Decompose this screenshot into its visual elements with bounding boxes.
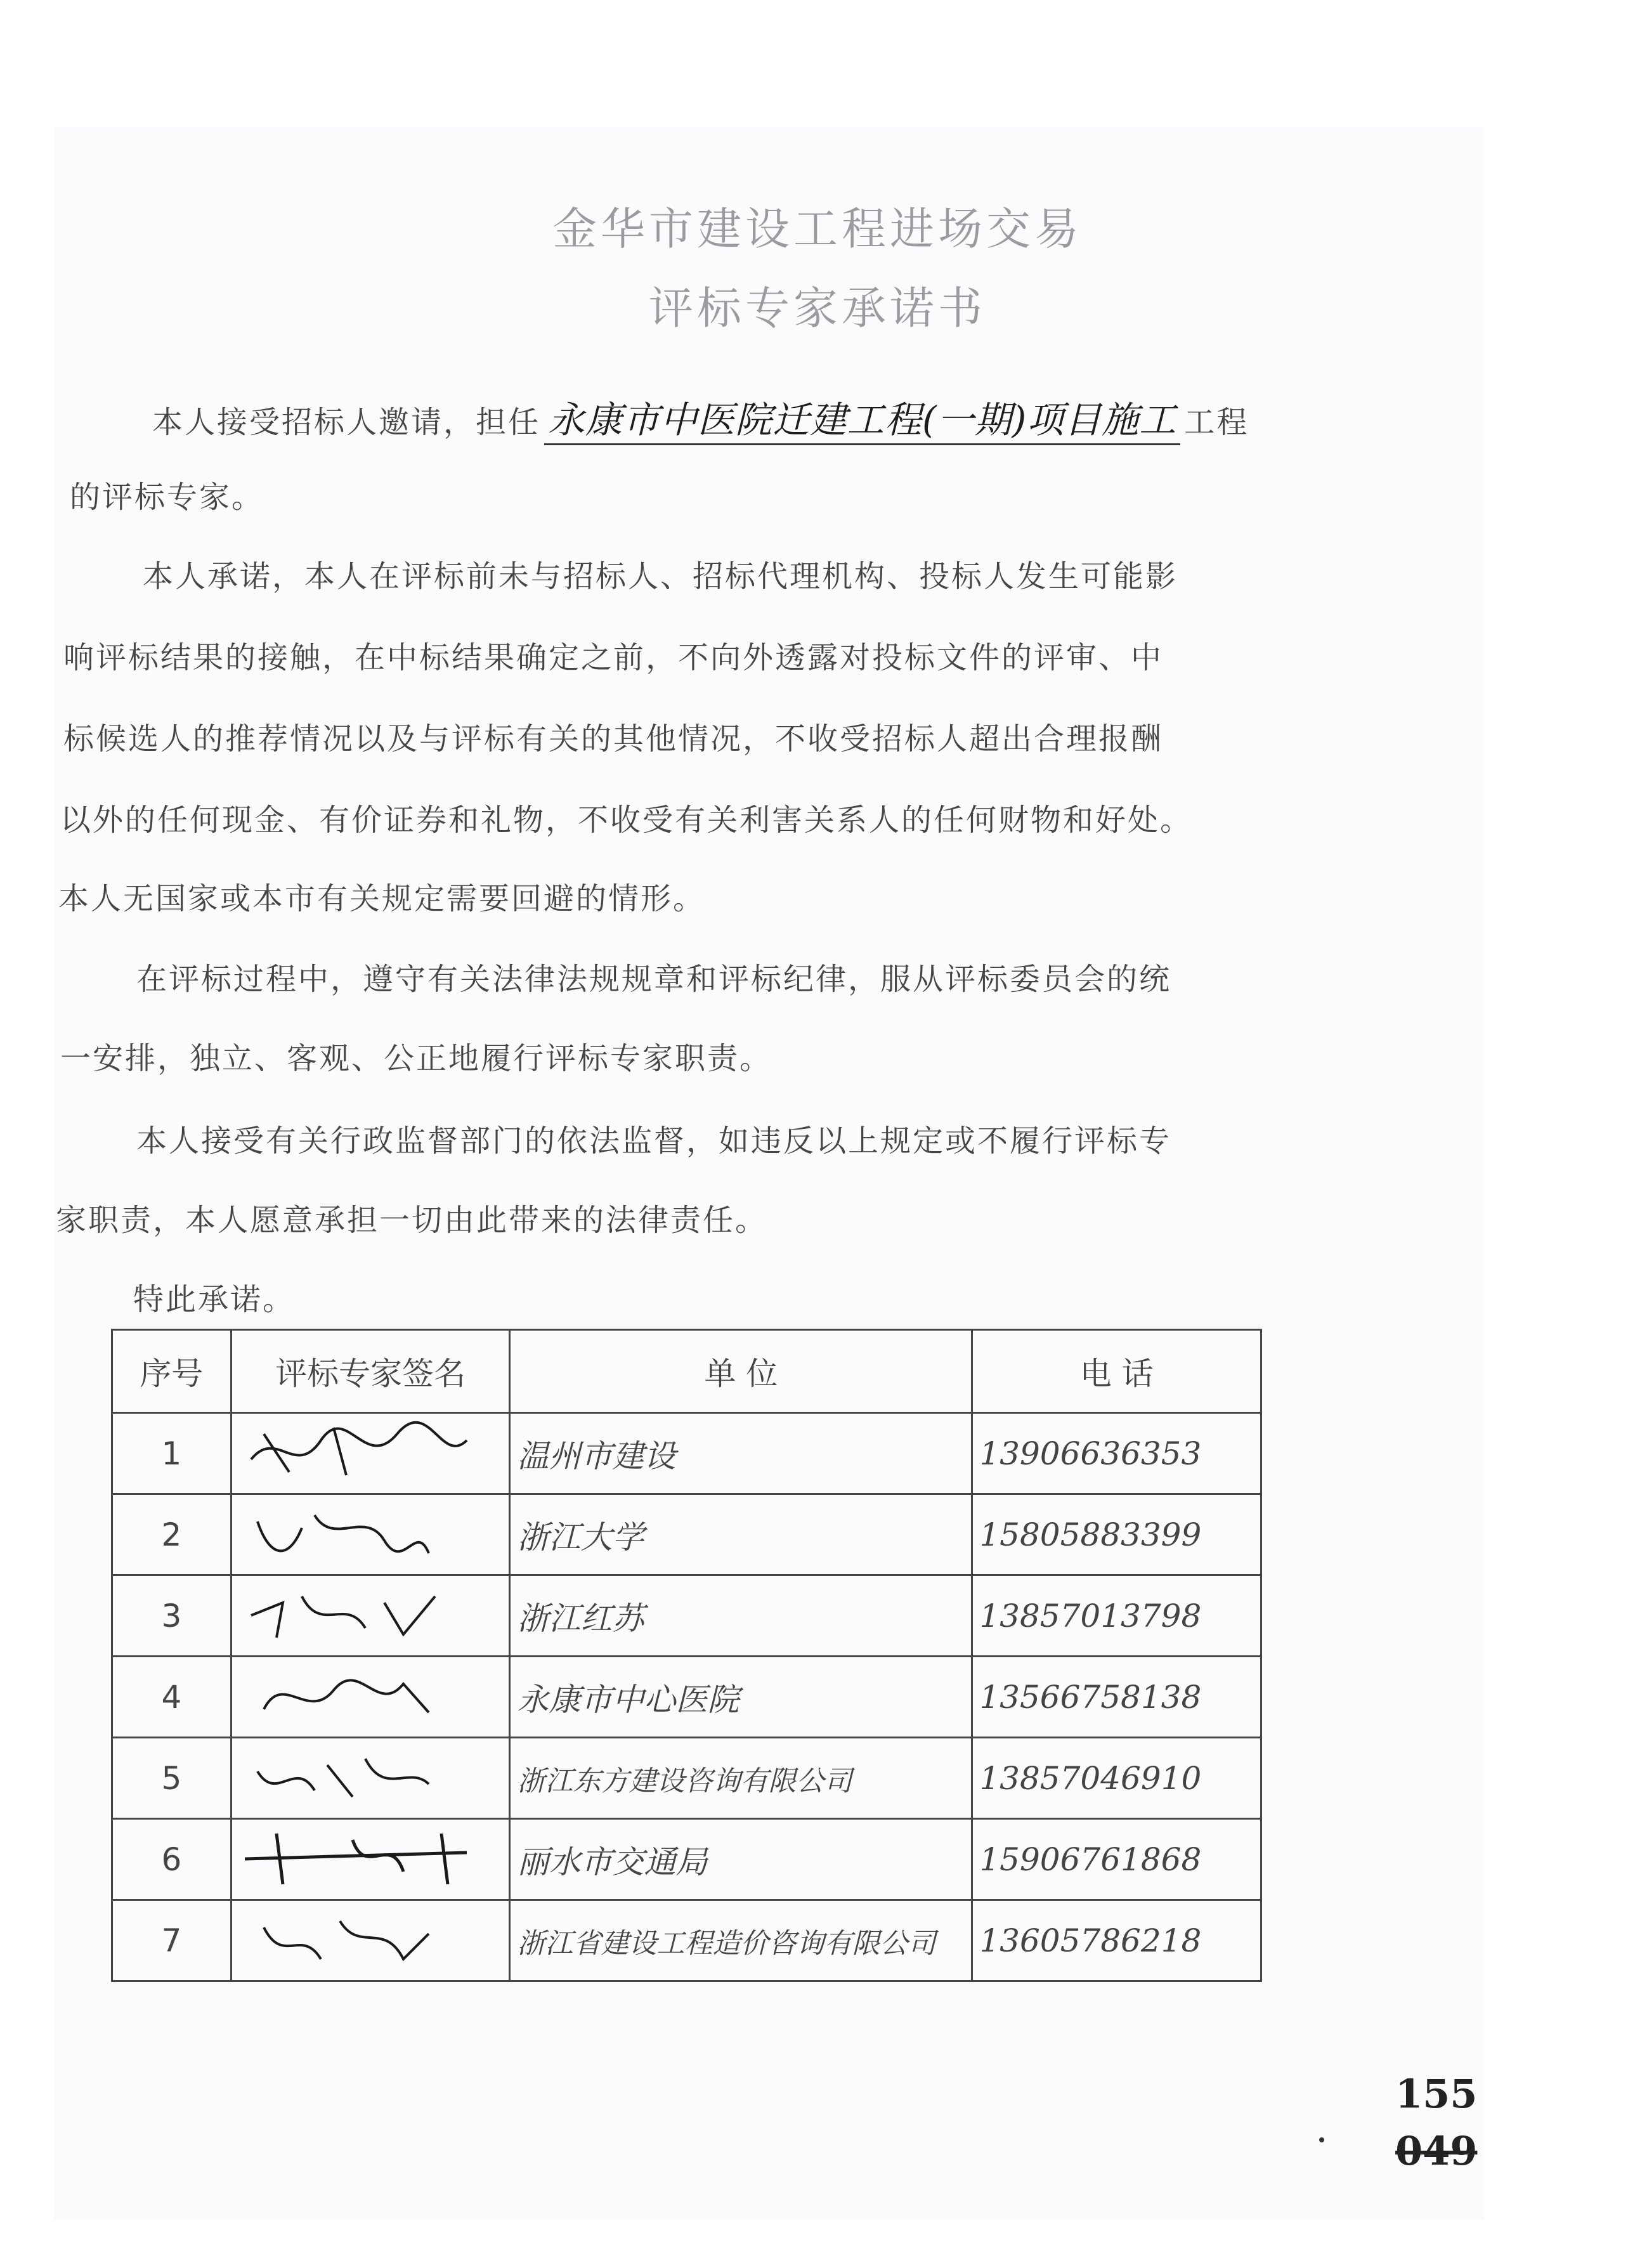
unit-cell: 浙江大学 — [510, 1494, 972, 1575]
paragraph1-after: 工程 — [1184, 405, 1249, 440]
unit-cell: 浙江红苏 — [510, 1575, 972, 1657]
phone-cell: 13605786218 — [972, 1900, 1261, 1981]
table-row — [112, 1738, 1261, 1819]
handwritten-signature — [238, 1577, 479, 1647]
document-title-line2: 评标专家承诺书 — [649, 282, 986, 334]
signature-cell — [231, 1819, 510, 1900]
signature-cell — [231, 1900, 510, 1981]
unit-cell: 永康市中心医院 — [510, 1657, 972, 1738]
unit-cell: 温州市建设 — [510, 1413, 972, 1494]
paragraph1-line1 — [152, 390, 1249, 445]
handwritten-signature — [238, 1821, 479, 1891]
row-no: 6 — [112, 1819, 231, 1900]
header-signature: 评标专家签名 — [231, 1330, 510, 1413]
table-row — [112, 1494, 1261, 1575]
paragraph4-line: 本人接受有关行政监督部门的依法监督，如违反以上规定或不履行评标专 — [136, 1123, 1172, 1159]
signature-cell — [231, 1657, 510, 1738]
paragraph2-line: 以外的任何现金、有价证券和礼物，不收受有关利害关系人的任何财物和好处。 — [60, 802, 1193, 838]
handwritten-signature — [238, 1415, 479, 1485]
row-no: 4 — [112, 1657, 231, 1738]
signature-cell — [231, 1738, 510, 1819]
row-no: 2 — [112, 1494, 231, 1575]
handwritten-signature — [238, 1902, 479, 1972]
signature-cell — [231, 1413, 510, 1494]
paragraph4-line: 家职责，本人愿意承担一切由此带来的法律责任。 — [56, 1202, 768, 1238]
unit-cell: 浙江东方建设咨询有限公司 — [510, 1738, 972, 1819]
handwritten-signature — [238, 1496, 479, 1566]
row-no: 5 — [112, 1738, 231, 1819]
unit-cell: 丽水市交通局 — [510, 1819, 972, 1900]
handwritten-signature — [238, 1740, 479, 1809]
closing-text: 特此承诺。 — [133, 1282, 296, 1317]
previous-page-number: 049 — [1395, 2128, 1478, 2174]
row-no: 1 — [112, 1413, 231, 1494]
header-phone: 电 话 — [972, 1330, 1261, 1413]
paragraph3-line: 在评标过程中，遵守有关法律法规规章和评标纪律，服从评标委员会的统 — [136, 961, 1172, 997]
table-row — [112, 1575, 1261, 1657]
table-row — [112, 1900, 1261, 1981]
paragraph2-line: 本人承诺，本人在评标前未与招标人、招标代理机构、投标人发生可能影 — [143, 559, 1178, 594]
phone-cell: 15906761868 — [972, 1819, 1261, 1900]
header-no: 序号 — [112, 1330, 231, 1413]
paragraph1-before: 本人接受招标人邀请，担任 — [152, 405, 541, 440]
phone-cell: 13906636353 — [972, 1413, 1261, 1494]
row-no: 7 — [112, 1900, 231, 1981]
table-header-row — [112, 1330, 1261, 1413]
table-row — [112, 1657, 1261, 1738]
phone-cell: 13566758138 — [972, 1657, 1261, 1738]
table-row — [112, 1413, 1261, 1494]
page-number: 155 — [1395, 2071, 1478, 2117]
phone-cell: 15805883399 — [972, 1494, 1261, 1575]
phone-cell: 13857046910 — [972, 1738, 1261, 1819]
signature-cell — [231, 1494, 510, 1575]
table-row — [112, 1819, 1261, 1900]
paragraph2-line: 标候选人的推荐情况以及与评标有关的其他情况，不收受招标人超出合理报酬 — [63, 721, 1164, 757]
header-unit: 单 位 — [510, 1330, 972, 1413]
phone-cell: 13857013798 — [972, 1575, 1261, 1657]
expert-table — [111, 1329, 1262, 1982]
paragraph1-line2: 的评标专家。 — [70, 479, 264, 515]
scan-dot — [1319, 2137, 1324, 2142]
project-name-handwritten: 永康市中医院迁建工程(一期)项目施工 — [544, 390, 1180, 445]
row-no: 3 — [112, 1575, 231, 1657]
paragraph2-line: 本人无国家或本市有关规定需要回避的情形。 — [58, 881, 706, 916]
paragraph3-line: 一安排，独立、客观、公正地履行评标专家职责。 — [60, 1041, 772, 1076]
unit-cell: 浙江省建设工程造价咨询有限公司 — [510, 1900, 972, 1981]
paragraph2-line: 响评标结果的接触，在中标结果确定之前，不向外透露对投标文件的评审、中 — [63, 640, 1164, 675]
signature-cell — [231, 1575, 510, 1657]
handwritten-signature — [238, 1659, 479, 1728]
document-title-line1: 金华市建设工程进场交易 — [552, 203, 1083, 255]
